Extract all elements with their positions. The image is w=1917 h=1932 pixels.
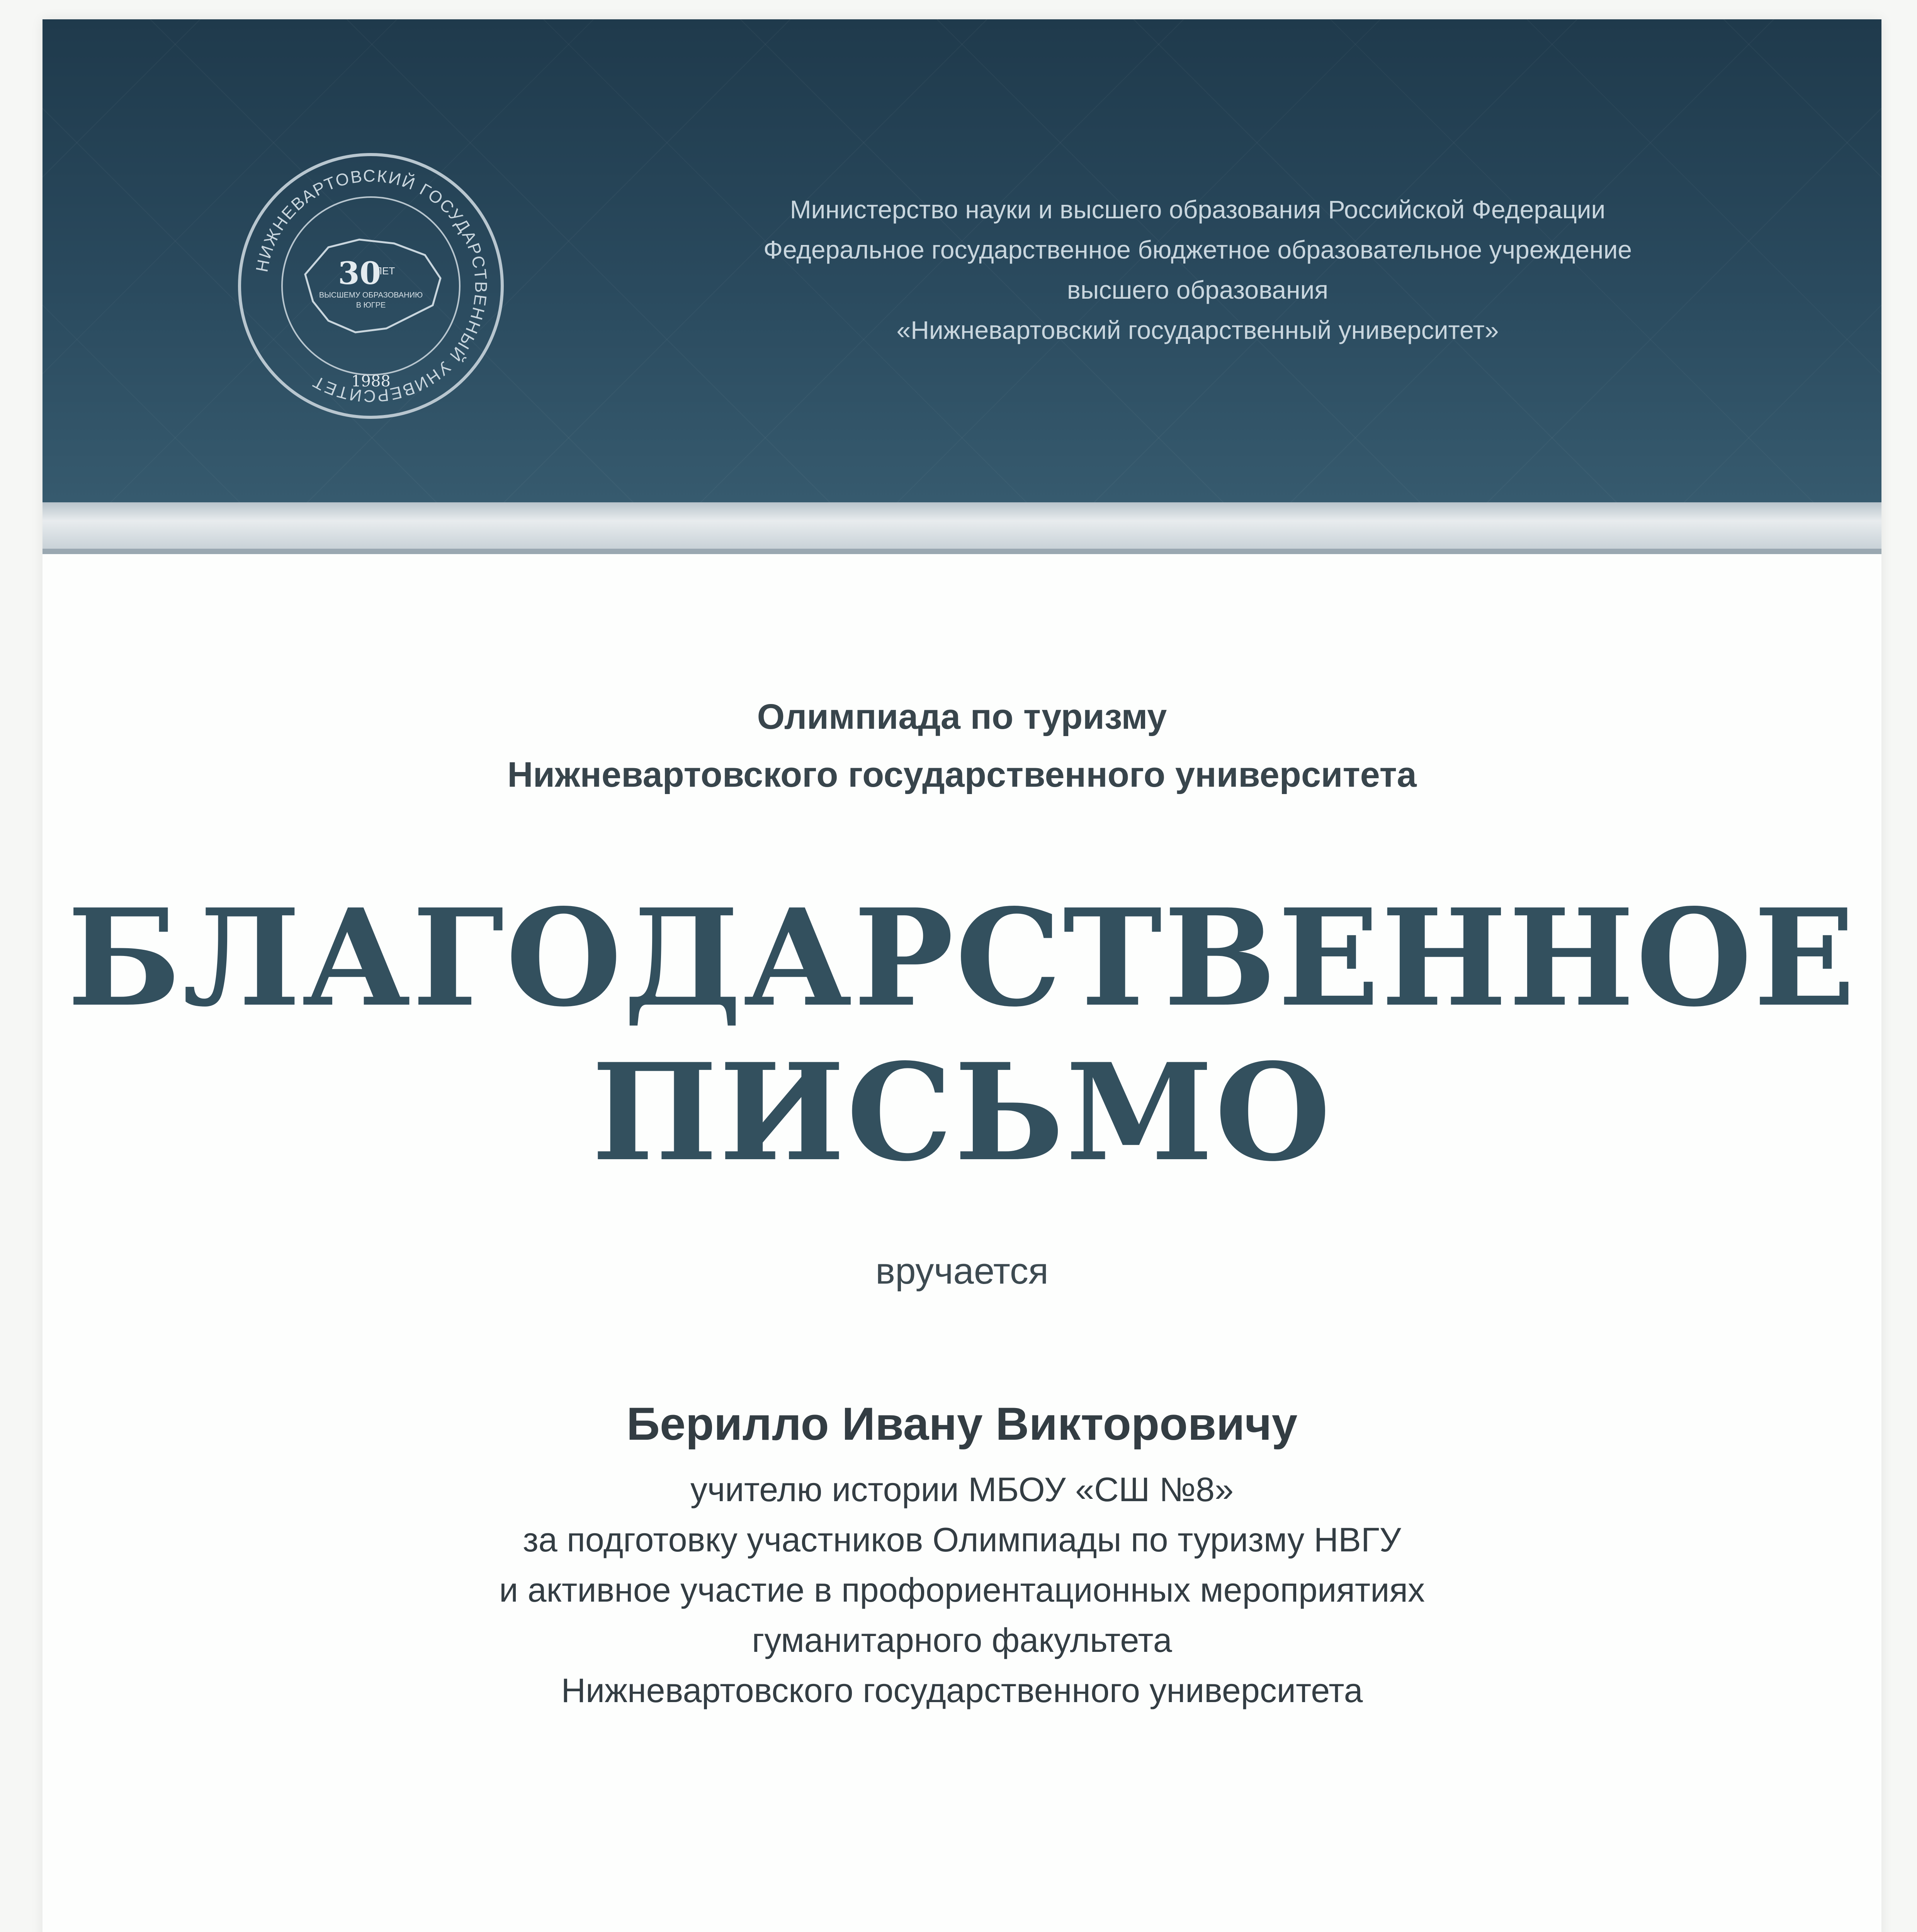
document-title-line2: ПИСЬМО: [591, 1034, 1332, 1191]
reason-line: гуманитарного факультета: [752, 1621, 1172, 1659]
event-title: [42, 688, 1881, 804]
header-band: [42, 19, 1881, 502]
university-anniversary-seal: [232, 147, 510, 425]
award-reason: [42, 1464, 1881, 1716]
document-title: [42, 881, 1881, 1190]
seal-anniversary-word: ЛЕТ: [376, 265, 395, 277]
reason-line: и активное участие в профориентационных мероприятиях: [499, 1571, 1425, 1609]
seal-anniversary-line2: В ЮГРЕ: [356, 301, 386, 310]
header-divider: [42, 549, 1881, 554]
org-line: Министерство науки и высшего образования Российской Федерации: [790, 195, 1606, 224]
recipient-name: Берилло Ивану Викторовичу: [626, 1398, 1298, 1450]
reason-line: за подготовку участников Олимпиады по туризму НВГУ: [523, 1520, 1401, 1559]
header-silver-stripe: [42, 502, 1881, 549]
seal-anniversary-line1: ВЫСШЕМУ ОБРАЗОВАНИЮ: [319, 291, 423, 299]
seal-ring-text: НИЖНЕВАРТОВСКИЙ ГОСУДАРСТВЕННЫЙ УНИВЕРСИТЕТ: [252, 166, 491, 406]
reason-line: учителю истории МБОУ «СШ №8»: [690, 1470, 1234, 1509]
org-line: «Нижневартовский государственный университет»: [896, 316, 1499, 344]
event-title-line1: Олимпиада по туризму: [757, 697, 1167, 736]
awarded-text: вручается: [875, 1250, 1049, 1292]
org-line: высшего образования: [1067, 276, 1329, 304]
org-line: Федеральное государственное бюджетное образовательное учреждение: [763, 235, 1632, 264]
seal-year: 1988: [351, 372, 391, 390]
seal-anniversary-number: 30: [338, 255, 381, 291]
certificate-sheet: [42, 19, 1881, 1932]
reason-line: Нижневартовского государственного университета: [561, 1671, 1363, 1709]
organization-name-block: [560, 189, 1835, 350]
event-title-line2: Нижневартовского государственного университета: [507, 755, 1417, 794]
document-title-line1: БЛАГОДАРСТВЕННОЕ: [67, 880, 1857, 1036]
